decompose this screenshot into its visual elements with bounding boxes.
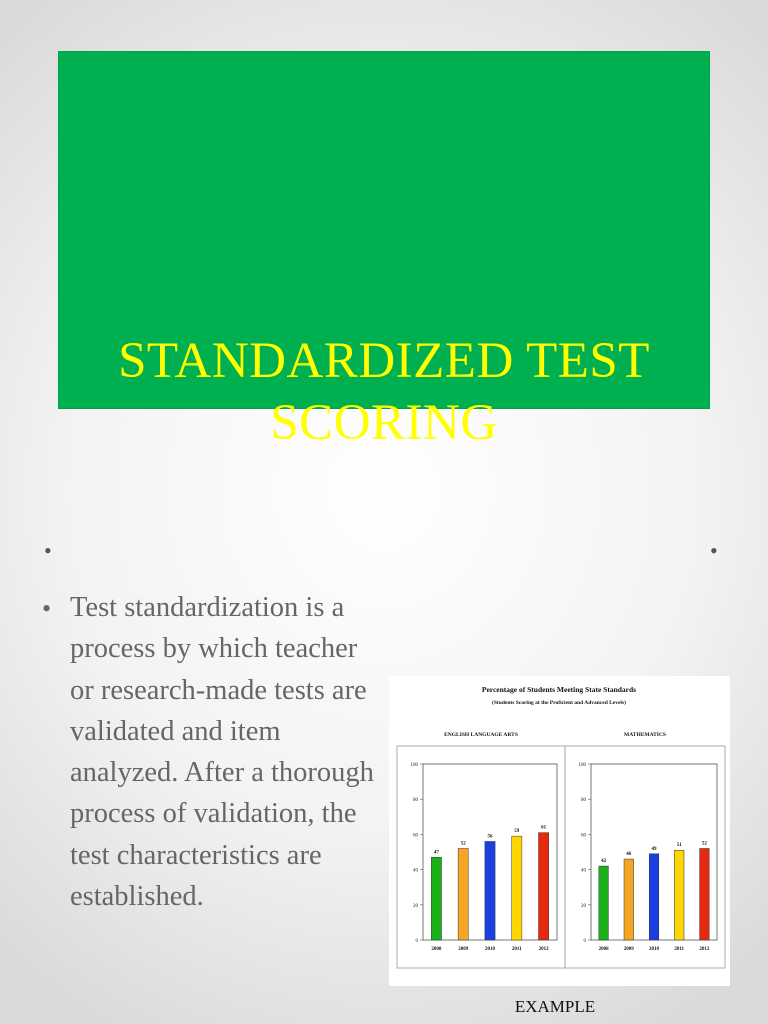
data-label: 47 [433, 850, 439, 856]
bar [649, 854, 659, 940]
y-tick-label: 0 [583, 939, 586, 944]
y-tick-label: 60 [581, 833, 586, 839]
y-tick-label: 100 [410, 763, 418, 768]
data-label: 59 [514, 829, 520, 835]
bar [674, 850, 684, 940]
empty-bullet-left: • [44, 538, 52, 563]
x-tick-label: 2010 [485, 947, 495, 952]
title-box [58, 51, 710, 451]
bar-chart [389, 676, 730, 986]
bar [599, 866, 609, 940]
x-tick-label: 2009 [623, 947, 634, 952]
y-tick-label: 80 [413, 798, 418, 804]
caption: EXAMPLE [514, 997, 596, 1016]
panel-title-math: MATHEMATICS [624, 732, 666, 738]
y-tick-label: 0 [415, 939, 418, 944]
data-label: 56 [487, 834, 493, 840]
bar [700, 848, 710, 940]
data-label: 42 [601, 859, 607, 865]
bar [539, 833, 549, 940]
empty-bullet-right: • [710, 538, 718, 563]
data-label: 61 [541, 825, 547, 831]
x-tick-label: 2011 [511, 947, 522, 952]
x-tick-label: 2012 [699, 947, 710, 952]
bar [458, 848, 468, 940]
chart-image [389, 676, 730, 986]
bar [512, 836, 522, 940]
y-tick-label: 40 [413, 868, 418, 874]
bar [485, 841, 495, 940]
y-tick-label: 60 [413, 833, 418, 839]
body-text: Test standardization is a process by which teacher or research-made tests are validated and item analyzed. After a thorough process of validation, the test characteristics are established. [70, 592, 374, 913]
y-tick-label: 80 [581, 798, 586, 804]
body-bullet-marker: • [42, 594, 52, 623]
data-label: 46 [626, 852, 632, 858]
data-label: 51 [676, 843, 682, 849]
y-tick-label: 20 [413, 903, 418, 909]
data-label: 52 [460, 841, 466, 847]
x-tick-label: 2009 [458, 947, 469, 952]
x-tick-label: 2008 [431, 947, 442, 952]
y-tick-label: 20 [581, 903, 586, 909]
chart-subtitle: (Students Scoring at the Proficient and Advanced Levels) [492, 700, 626, 706]
bar [431, 857, 441, 940]
slide-title: STANDARDIZED TEST SCORING [118, 333, 650, 451]
x-tick-label: 2011 [674, 947, 685, 952]
x-tick-label: 2012 [538, 947, 549, 952]
x-tick-label: 2010 [649, 947, 659, 952]
x-tick-label: 2008 [598, 947, 609, 952]
y-tick-label: 100 [578, 763, 586, 768]
data-label: 52 [701, 841, 707, 847]
panel-title-ela: ENGLISH LANGUAGE ARTS [444, 732, 518, 738]
y-tick-label: 40 [581, 868, 586, 874]
data-label: 49 [651, 846, 657, 852]
bar [624, 859, 634, 940]
chart-title: Percentage of Students Meeting State Standards [481, 685, 637, 694]
